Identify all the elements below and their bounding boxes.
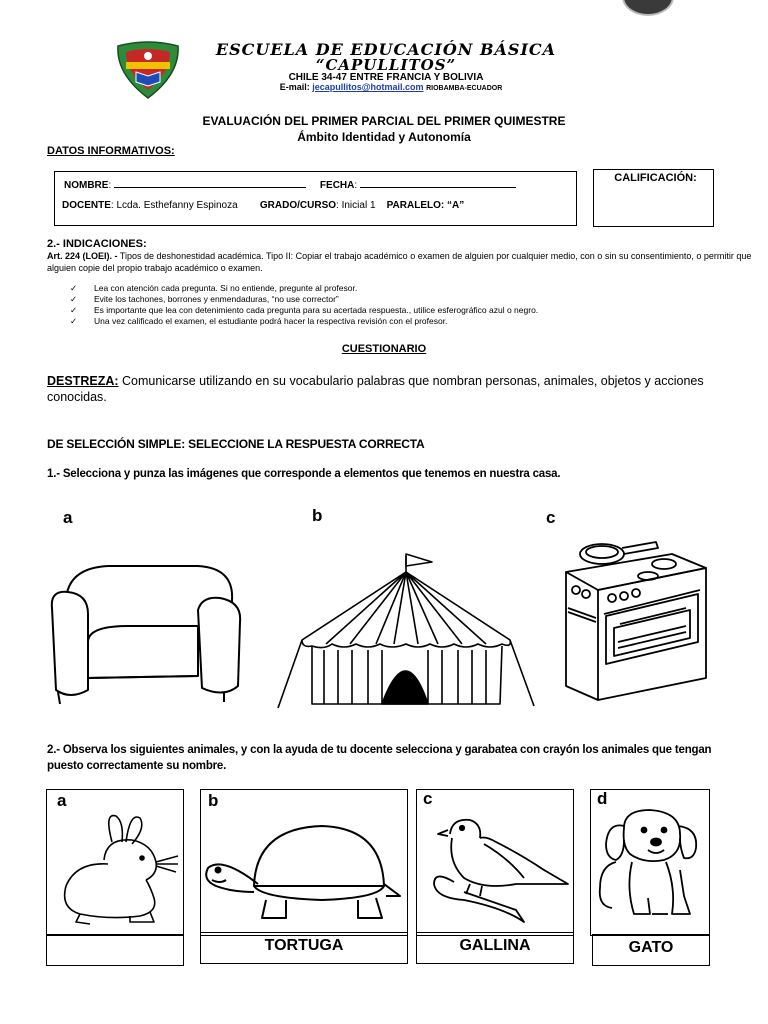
check-icon: ✓ [70,283,78,293]
rabbit-icon [60,812,180,930]
stove-icon[interactable] [560,538,712,704]
rule-text: Una vez calificado el examen, el estudiante podrá hacer la respectiva revisión con el profesor. [94,316,448,326]
nombre-label: NOMBRE [64,180,109,191]
dog-icon [594,808,704,924]
turtle-icon [202,818,404,928]
indicaciones-heading: 2.- INDICACIONES: [47,238,147,250]
email-link[interactable]: jecapullitos@hotmail.com [312,82,424,92]
docente-label: DOCENTE [62,200,111,211]
section-heading: DE SELECCIÓN SIMPLE: SELECCIONE LA RESPUESTA CORRECTA [47,437,425,451]
circus-tent-icon[interactable] [272,550,540,710]
armchair-icon[interactable] [48,560,244,710]
check-icon: ✓ [70,294,78,304]
list-item [70,294,730,305]
article-label: Art. 224 (LOEI). - [47,251,118,261]
fecha-field[interactable] [360,178,516,188]
nombre-fecha-row: NOMBRE: FECHA: [64,178,516,191]
email-label: E-mail: [279,82,310,92]
docente-value: Lcda. Esthefanny Espinoza [116,200,238,211]
q2-option-a-letter: a [57,791,67,810]
destreza-label: DESTREZA: [47,374,119,388]
bird-icon [424,814,570,926]
cuestionario-heading: CUESTIONARIO [341,343,427,355]
rule-text: Evite los tachones, borrones y enmendaduras, “no use corrector” [94,294,339,304]
q2-option-c-letter: c [423,789,433,808]
q1-option-c-letter: c [546,508,556,527]
datos-informativos-label: DATOS INFORMATIVOS: [47,145,175,157]
question-1-text: 1.- Selecciona y punza las imágenes que corresponde a elementos que tenemos en nuestra casa. [47,468,561,480]
name-label-b: TORTUGA [200,932,408,964]
nombre-field[interactable] [114,178,306,188]
name-label-d: GATO [592,934,710,966]
list-item [70,283,730,294]
check-icon: ✓ [70,305,78,315]
name-label-c: GALLINA [416,932,574,964]
name-label-a [46,934,184,966]
docente-row: DOCENTE: Lcda. Esthefanny Espinoza GRADO/CURSO: Inicial 1 PARALELO: “A” [62,200,465,211]
exam-subtitle: Ámbito Identidad y Autonomía [297,130,471,144]
corner-decoration [622,0,674,16]
list-item [70,316,730,327]
q1-option-b-letter: b [312,506,323,525]
paralelo-label: PARALELO: “A” [386,200,465,211]
check-icon: ✓ [70,316,78,326]
q2-option-b-letter: b [208,791,219,810]
rules-list [70,283,730,327]
exam-title: EVALUACIÓN DEL PRIMER PARCIAL DEL PRIMER QUIMESTRE [202,114,566,128]
school-contact [186,82,596,94]
rule-text: Es importante que lea con detenimiento cada pregunta para su acertada respuesta., utilice esferográfico azul o negro. [94,305,539,315]
grado-value: Inicial 1 [341,200,376,211]
calificacion-label: CALIFICACIÓN: [614,172,697,184]
fecha-label: FECHA [319,180,355,191]
destreza-text: Comunicarse utilizando en su vocabulario palabras que nombran personas, animales, objetos y acciones conocidas. [47,374,704,404]
grado-label: GRADO/CURSO [259,200,337,211]
question-2-text: 2.- Observa los siguientes animales, y con la ayuda de tu docente selecciona y garabatea con crayón los animales que tengan puesto correctamente su nombre. [47,744,712,772]
school-address: CHILE 34-47 ENTRE FRANCIA Y BOLIVIA [288,72,484,83]
q2-option-d-letter: d [597,789,608,808]
article-paragraph [47,250,752,274]
school-city: RIOBAMBA-ECUADOR [426,85,503,92]
school-nickname: “CAPULLITOS” [315,56,457,74]
school-crest-icon [112,40,184,100]
rule-text: Lea con atención cada pregunta. Si no entiende, pregunte al profesor. [94,283,358,293]
article-text: Tipos de deshonestidad académica. Tipo II: Copiar el trabajo académico o examen de alguien por cualquier medio, con o sin su consentimiento, o permitir que alguien copie del propio trabajo académico o examen. [47,251,752,273]
q1-option-a-letter: a [63,508,73,527]
list-item [70,305,730,316]
school-name: ESCUELA DE EDUCACIÓN BÁSICA [215,40,557,59]
destreza-paragraph [47,373,737,405]
